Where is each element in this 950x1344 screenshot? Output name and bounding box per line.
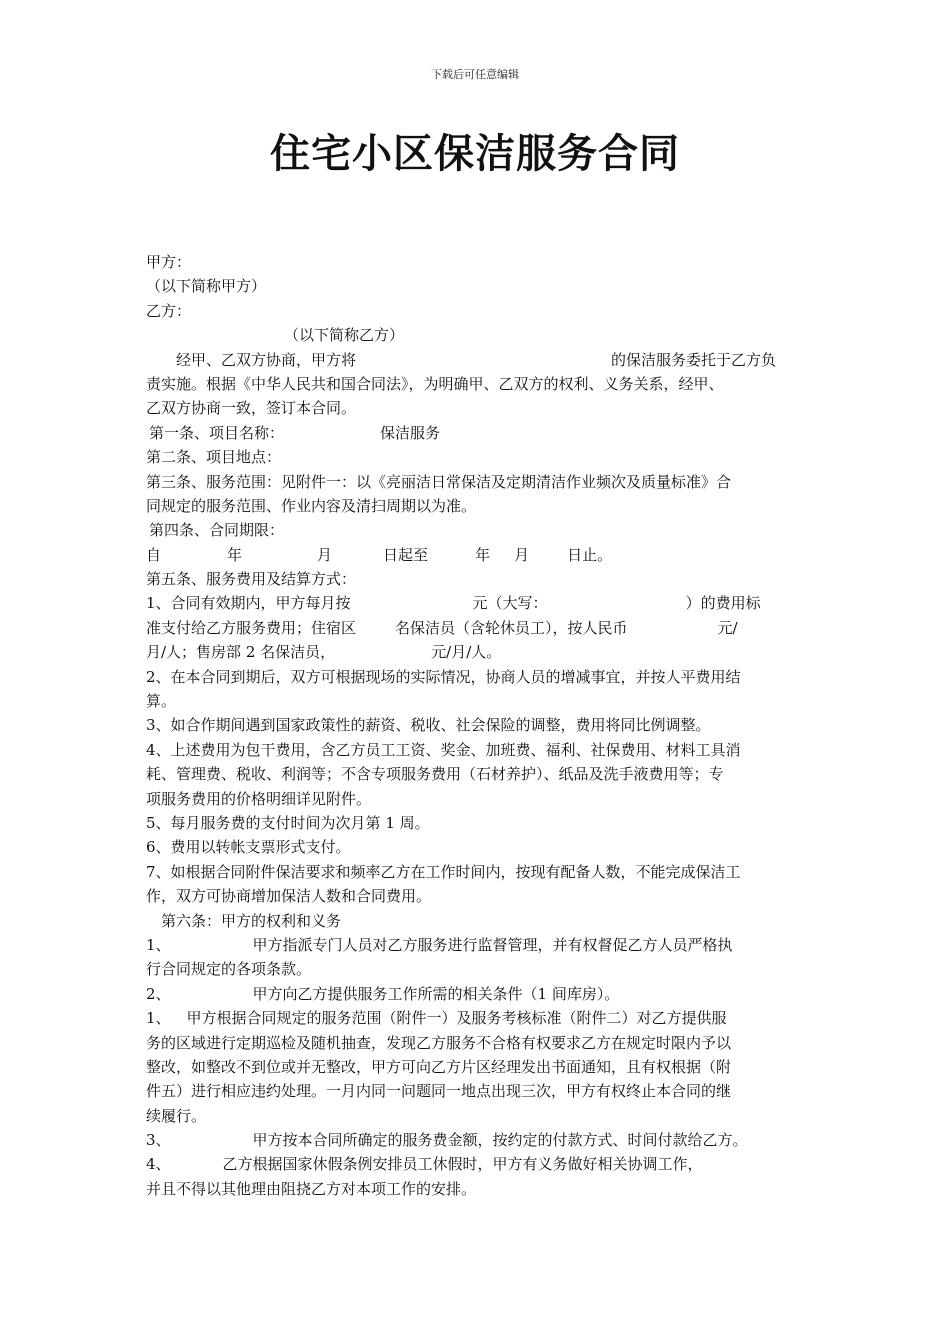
text: 1、合同有效期内，甲方每月按 xyxy=(146,594,351,613)
article-6-item-5-line-1 xyxy=(146,1152,806,1176)
article-5-label: 第五条、服务费用及结算方式： xyxy=(146,570,357,589)
contract-body xyxy=(146,250,806,1201)
article-6-item-3-line-2: 务的区域进行定期巡检及随机抽查，发现乙方服务不合格有权要求乙方在规定时限内予以 xyxy=(146,1033,732,1052)
article-3-line-1: 第三条、服务范围：见附件一：以《亮丽洁日常保洁及定期清洁作业频次及质量标准》合 xyxy=(146,472,732,491)
party-b-line: 乙方： xyxy=(146,301,192,320)
date-word: 日起至 xyxy=(383,545,429,564)
text: 元/月/人。 xyxy=(431,643,502,662)
party-b-short: （以下简称乙方） xyxy=(284,326,405,345)
date-word: 月 xyxy=(514,545,530,564)
article-1 xyxy=(146,421,806,445)
intro-text: 经甲、乙双方协商，甲方将 xyxy=(176,350,357,369)
article-6-item-1-line-1 xyxy=(146,933,806,957)
date-word: 月 xyxy=(317,545,333,564)
text: 甲方指派专门人员对乙方服务进行监督管理，并有权督促乙方人员严格执 xyxy=(252,935,733,954)
article-6-item-3-line-1 xyxy=(146,1006,806,1030)
party-a-short: （以下简称甲方） xyxy=(146,277,267,296)
article-4-label: 第四条、合同期限： xyxy=(149,521,285,540)
intro-line-1 xyxy=(146,348,806,372)
date-word: 年 xyxy=(475,545,491,564)
article-6-label: 第六条：甲方的权利和义务 xyxy=(161,911,342,930)
article-4-dates xyxy=(146,543,806,567)
text: 甲方按本合同所确定的服务费金额，按约定的付款方式、时间付款给乙方。 xyxy=(252,1131,748,1150)
article-6-item-3-line-5: 续履行。 xyxy=(146,1106,207,1125)
header-note: 下载后可任意编辑 xyxy=(431,68,519,81)
article-5-item-1-line-3 xyxy=(146,640,806,664)
article-5-item-3: 3、如合作期间遇到国家政策性的薪资、税收、社会保险的调整，费用将同比例调整。 xyxy=(146,716,711,735)
item-number: 4、 xyxy=(146,1155,171,1174)
article-5-item-2-line-2: 算。 xyxy=(146,692,177,711)
article-6-item-1-line-2: 行合同规定的各项条款。 xyxy=(146,960,312,979)
text: ）的费用标 xyxy=(685,594,761,613)
intro-line-2: 责实施。根据《中华人民共和国合同法》，为明确甲、乙双方的权利、义务关系，经甲、 xyxy=(146,374,724,393)
article-5-item-7-line-2: 作，双方可协商增加保洁人数和合同费用。 xyxy=(146,887,432,906)
article-6-item-3-line-4: 件五）进行相应违约处理。一月内同一问题同一地点出现三次，甲方有权终止本合同的继 xyxy=(146,1082,732,1101)
text: 元（大写： xyxy=(472,594,548,613)
text: 元/ xyxy=(717,618,738,637)
article-5-item-2-line-1: 2、在本合同到期后，双方可根据现场的实际情况，协商人员的增减事宜，并按人平费用结 xyxy=(146,667,741,686)
text: 甲方根据合同规定的服务范围（附件一）及服务考核标准（附件二）对乙方提供服 xyxy=(186,1009,727,1028)
date-word: 年 xyxy=(227,545,243,564)
article-6-item-3-line-3: 整改，如整改不到位或并无整改，甲方可向乙方片区经理发出书面通知，且有权根据（附 xyxy=(146,1057,732,1076)
intro-text: 的保洁服务委托于乙方负 xyxy=(611,350,777,369)
article-1-label: 第一条、项目名称： xyxy=(149,423,285,442)
article-3-line-2: 同规定的服务范围、作业内容及清扫周期以为准。 xyxy=(146,496,477,515)
article-5-item-5: 5、每月服务费的支付时间为次月第 1 周。 xyxy=(146,813,430,832)
text: 乙方根据国家休假条例安排员工休假时，甲方有义务做好相关协调工作， xyxy=(222,1155,703,1174)
date-word: 自 xyxy=(146,545,162,564)
article-5-item-4-line-1: 4、上述费用为包干费用，含乙方员工工资、奖金、加班费、福利、社保费用、材料工具消 xyxy=(146,740,741,759)
party-a-line: 甲方： xyxy=(146,253,192,271)
item-number: 2、 xyxy=(146,984,171,1003)
intro-line-3: 乙双方协商一致，签订本合同。 xyxy=(146,399,357,418)
article-1-value: 保洁服务 xyxy=(380,423,441,442)
article-5-item-6: 6、费用以转帐支票形式支付。 xyxy=(146,838,351,857)
item-number: 3、 xyxy=(146,1131,171,1150)
article-5-item-4-line-2: 耗、管理费、税收、利润等；不含专项服务费用（石材养护）、纸品及洗手液费用等；专 xyxy=(146,765,724,784)
article-2: 第二条、项目地点： xyxy=(146,448,282,467)
article-5-item-7-line-1: 7、如根据合同附件保洁要求和频率乙方在工作时间内，按现有配备人数，不能完成保洁工 xyxy=(146,862,741,881)
article-6-item-5-line-2: 并且不得以其他理由阻挠乙方对本项工作的安排。 xyxy=(146,1179,477,1198)
document-title: 住宅小区保洁服务合同 xyxy=(270,131,680,177)
article-5-item-1-line-1 xyxy=(146,591,806,615)
item-number: 1、 xyxy=(146,935,171,954)
article-6-item-4 xyxy=(146,1128,806,1152)
item-number: 1、 xyxy=(146,1009,171,1028)
text: 准支付给乙方服务费用；住宿区 xyxy=(146,618,357,637)
article-6-item-2 xyxy=(146,982,806,1006)
article-5-item-4-line-3: 项服务费用的价格明细详见附件。 xyxy=(146,789,372,808)
text: 月/人；售房部 2 名保洁员， xyxy=(146,643,336,662)
article-5-item-1-line-2 xyxy=(146,616,806,640)
text: 甲方向乙方提供服务工作所需的相关条件（1 间库房）。 xyxy=(252,984,620,1003)
text: 名保洁员（含轮休员工），按人民币 xyxy=(395,618,628,637)
date-word: 日止。 xyxy=(567,545,613,564)
